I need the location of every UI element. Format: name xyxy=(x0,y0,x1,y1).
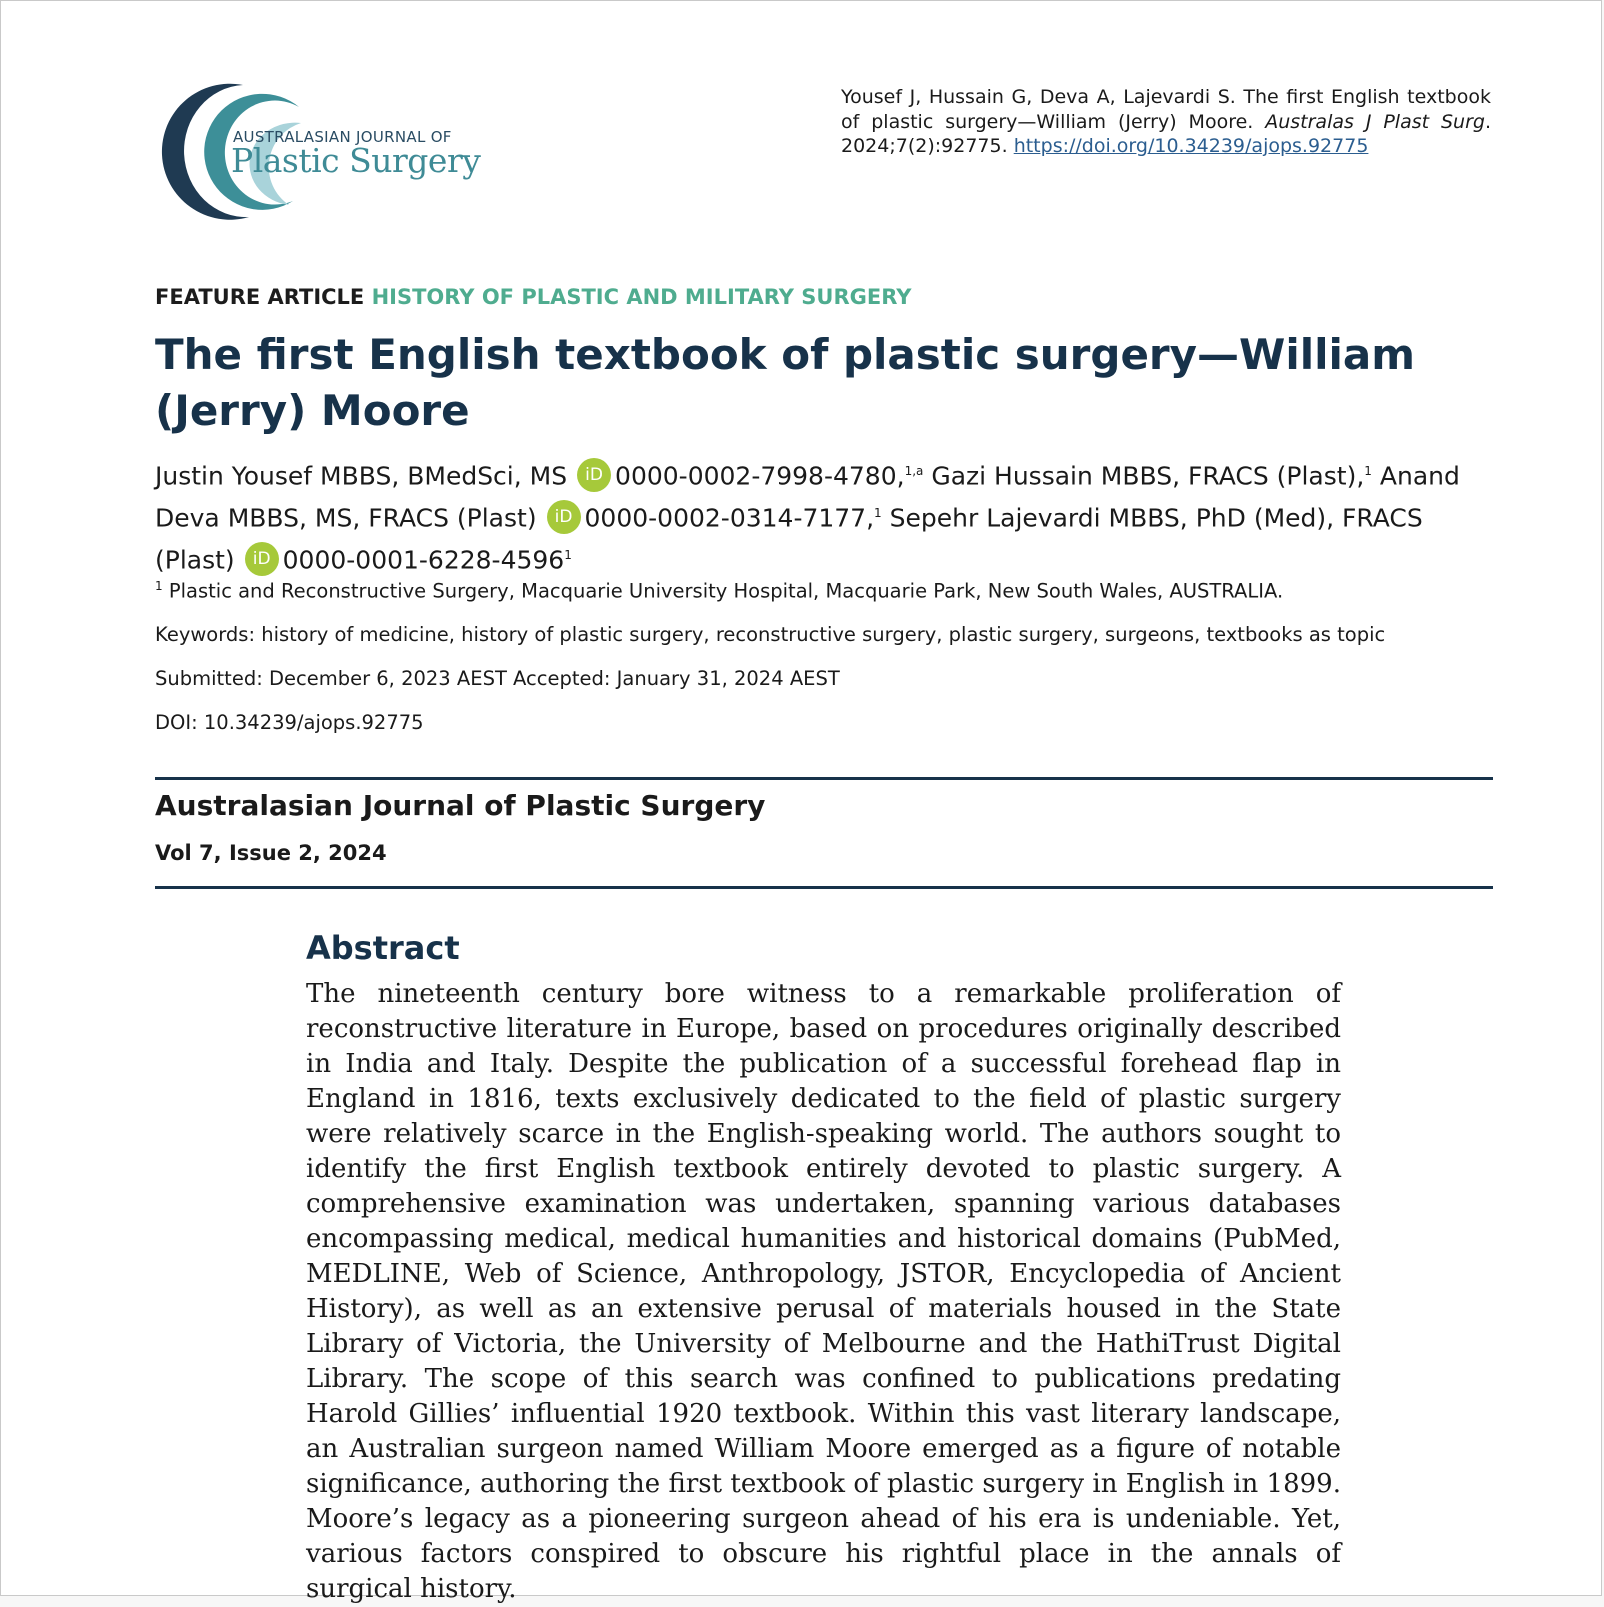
orcid-id[interactable]: 0000-0002-0314-7177, xyxy=(584,503,875,533)
author-name: Anand Deva MBBS, MS, FRACS (Plast) xyxy=(155,461,1460,533)
abstract-text: The nineteenth century bore witness to a remarkable proliferation of reconstructive literature in Europe, based on procedures originally described in India and Italy. Despite the publication of a successful forehead flap in England in 1816, texts exclusively dedicated to the field of plastic surgery were relatively scarce in the English-speaking world. The authors sought to identify the first English textbook entirely devoted to plastic surgery. A comprehensive examination was undertaken, spanning various databases encompassing medical, medical humanities and historical domains (PubMed, MEDLINE, Web of Science, Anthropology, JSTOR, Encyclopedia of Ancient History), as well as an extensive perusal of materials housed in the State Library of Victoria, the University of Melbourne and the HathiTrust Digital Library. The scope of this search was confined to publications predating Harold Gillies’ influential 1920 textbook. Within this vast literary landscape, an Australian surgeon named William Moore emerged as a figure of notable significance, authoring the first textbook of plastic surgery in English in 1899. Moore’s legacy as a pioneering surgeon ahead of his era is undeniable. Yet, various factors conspired to obscure his rightful place in the annals of surgical history. xyxy=(306,979,1341,1604)
submission-dates: Submitted: December 6, 2023 AEST Accepted: January 31, 2024 AEST xyxy=(155,667,840,690)
journal-logo xyxy=(161,83,481,223)
logo-line2: Plastic Surgery xyxy=(231,141,481,180)
article-type: FEATURE ARTICLE xyxy=(155,285,365,309)
author-name: Justin Yousef MBBS, BMedSci, MS xyxy=(155,461,568,491)
article-category xyxy=(155,285,911,309)
journal-volume: Vol 7, Issue 2, 2024 xyxy=(155,841,387,865)
citation-journal: Australas J Plast Surg xyxy=(1265,110,1485,133)
orcid-icon[interactable]: iD xyxy=(245,542,279,576)
article-title: The first English textbook of plastic surgery—William (Jerry) Moore xyxy=(155,330,1416,435)
divider-top xyxy=(155,777,1493,780)
author-name: Sepehr Lajevardi MBBS, PhD (Med), FRACS (Plast) xyxy=(155,503,1423,574)
journal-name: Australasian Journal of Plastic Surgery xyxy=(155,789,766,822)
orcid-id[interactable]: 0000-0002-7998-4780, xyxy=(615,461,905,491)
doi-link[interactable]: https://doi.org/10.34239/ajops.92775 xyxy=(1013,135,1369,157)
orcid-icon[interactable]: iD xyxy=(577,458,611,492)
author-list xyxy=(155,453,1495,578)
article-section: HISTORY OF PLASTIC AND MILITARY SURGERY xyxy=(371,285,912,309)
author-sup: 1 xyxy=(564,547,572,562)
logo-line1: AUSTRALASIAN JOURNAL OF xyxy=(233,128,452,146)
orcid-icon[interactable]: iD xyxy=(547,500,581,534)
author-name: Gazi Hussain MBBS, FRACS (Plast), xyxy=(931,461,1365,491)
affiliation-sup: 1 xyxy=(155,579,163,593)
divider-bottom xyxy=(155,886,1493,889)
author-sup: 1 xyxy=(1364,464,1372,478)
citation-volume: . 2024;7(2):92775. xyxy=(841,110,1492,157)
citation-text: Yousef J, Hussain G, Deva A, Lajevardi S. The first English textbook of plastic surgery—William (Jerry) Moore. xyxy=(841,86,1491,133)
author-sup: 1,a xyxy=(904,464,924,478)
affiliation-text: Plastic and Reconstructive Surgery, Macquarie University Hospital, Macquarie Park, New South Wales, AUSTRALIA. xyxy=(168,579,1284,603)
abstract-heading: Abstract xyxy=(306,929,460,967)
citation-block xyxy=(841,85,1491,159)
orcid-id[interactable]: 0000-0001-6228-4596 xyxy=(282,544,565,574)
affiliation xyxy=(155,579,1283,603)
article-doi: DOI: 10.34239/ajops.92775 xyxy=(155,711,424,734)
author-sup: 1 xyxy=(874,505,882,520)
keywords: Keywords: history of medicine, history of plastic surgery, reconstructive surgery, plastic surgery, surgeons, textbooks as topic xyxy=(155,623,1386,646)
